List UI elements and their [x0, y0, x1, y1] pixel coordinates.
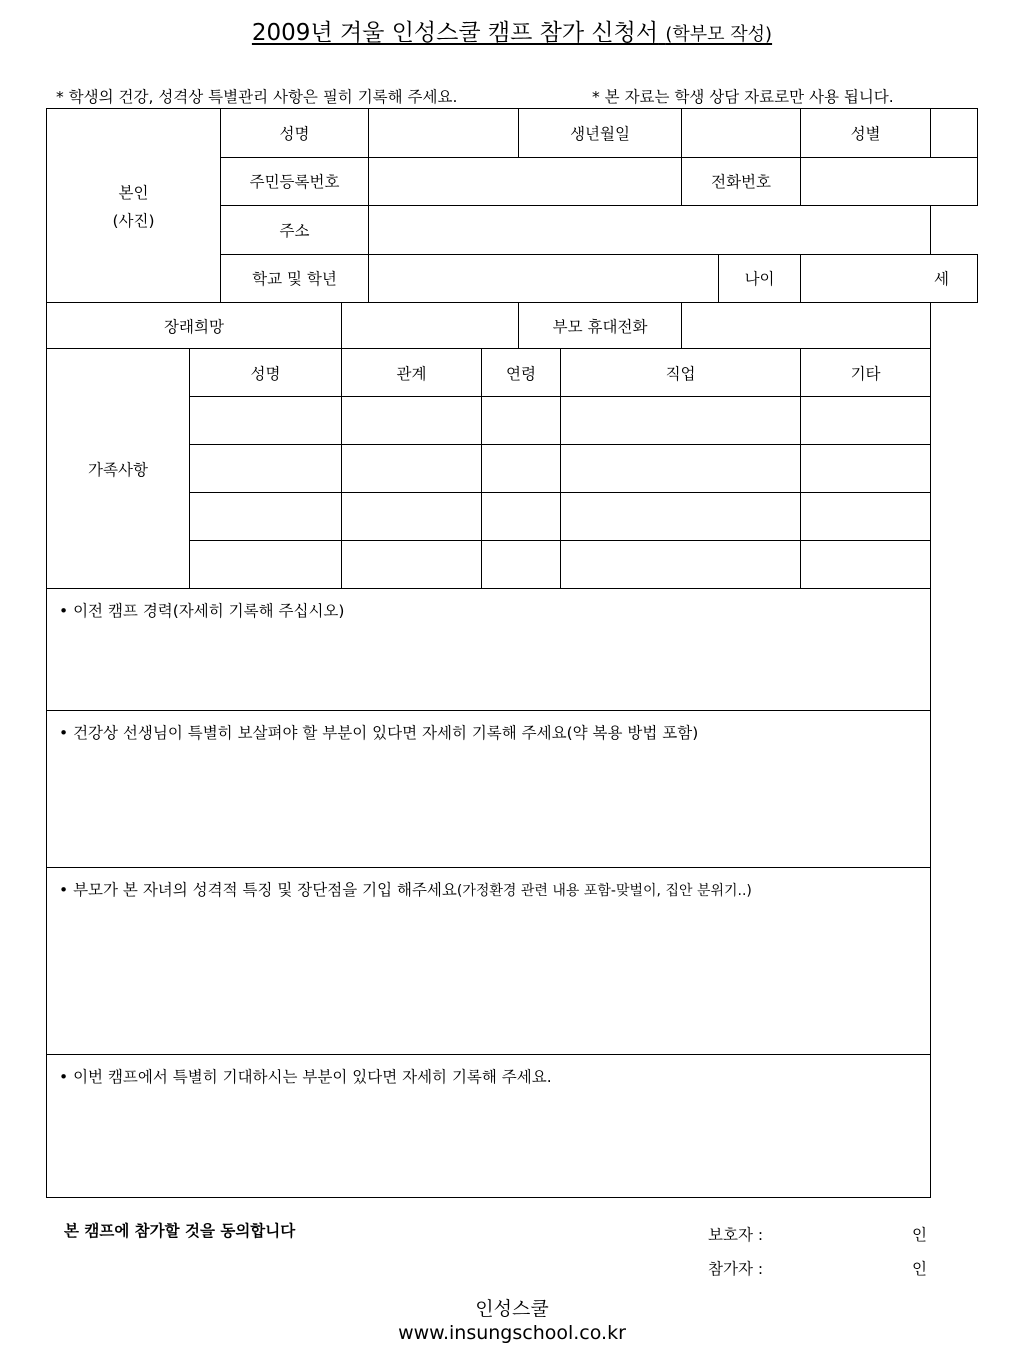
personality-section[interactable]	[47, 868, 931, 1055]
family-cell[interactable]	[190, 445, 342, 493]
family-cell[interactable]	[561, 541, 801, 589]
family-cell[interactable]	[190, 541, 342, 589]
resident-no-field[interactable]	[369, 157, 682, 206]
family-cell[interactable]	[801, 493, 931, 541]
title-sub: (학부모 작성)	[665, 24, 773, 45]
family-header-name: 성명	[190, 349, 342, 397]
participant-seal[interactable]: 인	[912, 1260, 927, 1278]
family-cell[interactable]	[801, 445, 931, 493]
expectation-section[interactable]	[47, 1055, 931, 1198]
consent-text: 본 캠프에 참가할 것을 동의합니다	[64, 1222, 296, 1240]
parent-mobile-label: 부모 휴대전화	[519, 303, 682, 349]
family-label: 가족사항	[47, 349, 190, 589]
parent-mobile-field[interactable]	[682, 303, 931, 349]
personality-note: (가정환경 관련 내용 포함-맞벌이, 집안 분위기..)	[456, 883, 752, 899]
guardian-label: 보호자 :	[708, 1226, 764, 1244]
photo-label: (사진)	[112, 211, 155, 230]
family-cell[interactable]	[561, 493, 801, 541]
notice-right: * 본 자료는 학생 상담 자료로만 사용 됩니다.	[592, 88, 894, 106]
prev-camp-label: • 이전 캠프 경력(자세히 기록해 주십시오)	[59, 602, 345, 620]
future-hope-field[interactable]	[342, 303, 519, 349]
family-cell[interactable]	[342, 541, 482, 589]
family-cell[interactable]	[482, 493, 561, 541]
age-unit: 세	[934, 270, 949, 289]
family-header-etc: 기타	[801, 349, 931, 397]
age-label: 나이	[719, 254, 801, 303]
expectation-label: • 이번 캠프에서 특별히 기대하시는 부분이 있다면 자세히 기록해 주세요.	[59, 1068, 552, 1086]
family-cell[interactable]	[801, 397, 931, 445]
footer-org-name: 인성스쿨	[475, 1298, 549, 1320]
title-main: 2009년 겨울 인성스쿨 캠프 참가 신청서	[251, 20, 659, 46]
school-field[interactable]	[369, 254, 719, 303]
phone-field[interactable]	[801, 157, 978, 206]
family-cell[interactable]	[342, 445, 482, 493]
family-header-age: 연령	[482, 349, 561, 397]
family-cell[interactable]	[482, 397, 561, 445]
school-label: 학교 및 학년	[221, 254, 369, 303]
address-field[interactable]	[369, 206, 931, 255]
prev-camp-section[interactable]	[47, 589, 931, 711]
name-field[interactable]	[369, 109, 519, 158]
participant-label: 참가자 :	[708, 1260, 764, 1278]
family-cell[interactable]	[190, 493, 342, 541]
family-cell[interactable]	[561, 445, 801, 493]
gender-label: 성별	[801, 109, 931, 158]
phone-label: 전화번호	[682, 157, 801, 206]
family-header-job: 직업	[561, 349, 801, 397]
family-cell[interactable]	[561, 397, 801, 445]
family-header-relation: 관계	[342, 349, 482, 397]
address-label: 주소	[221, 206, 369, 255]
birth-label: 생년월일	[519, 109, 682, 158]
health-section[interactable]	[47, 711, 931, 868]
family-cell[interactable]	[342, 493, 482, 541]
family-cell[interactable]	[482, 541, 561, 589]
gender-field[interactable]	[931, 109, 978, 158]
page-title	[0, 14, 1024, 47]
personality-label: • 부모가 본 자녀의 성격적 특징 및 장단점을 기입 해주세요	[59, 881, 457, 899]
family-cell[interactable]	[342, 397, 482, 445]
name-label: 성명	[221, 109, 369, 158]
family-cell[interactable]	[190, 397, 342, 445]
self-label: 본인	[118, 183, 149, 202]
health-label: • 건강상 선생님이 특별히 보살펴야 할 부분이 있다면 자세히 기록해 주세요(약 복용 방법 포함)	[59, 724, 699, 742]
birth-field[interactable]	[682, 109, 801, 158]
application-form	[46, 108, 978, 1198]
guardian-seal[interactable]: 인	[912, 1226, 927, 1244]
family-cell[interactable]	[482, 445, 561, 493]
notice-left: * 학생의 건강, 성격상 특별관리 사항은 필히 기록해 주세요.	[56, 88, 458, 106]
age-field[interactable]	[801, 254, 978, 303]
footer-url[interactable]: www.insungschool.co.kr	[398, 1322, 626, 1344]
resident-no-label: 주민등록번호	[221, 157, 369, 206]
photo-cell[interactable]	[47, 109, 221, 303]
family-cell[interactable]	[801, 541, 931, 589]
future-hope-label: 장래희망	[47, 303, 342, 349]
